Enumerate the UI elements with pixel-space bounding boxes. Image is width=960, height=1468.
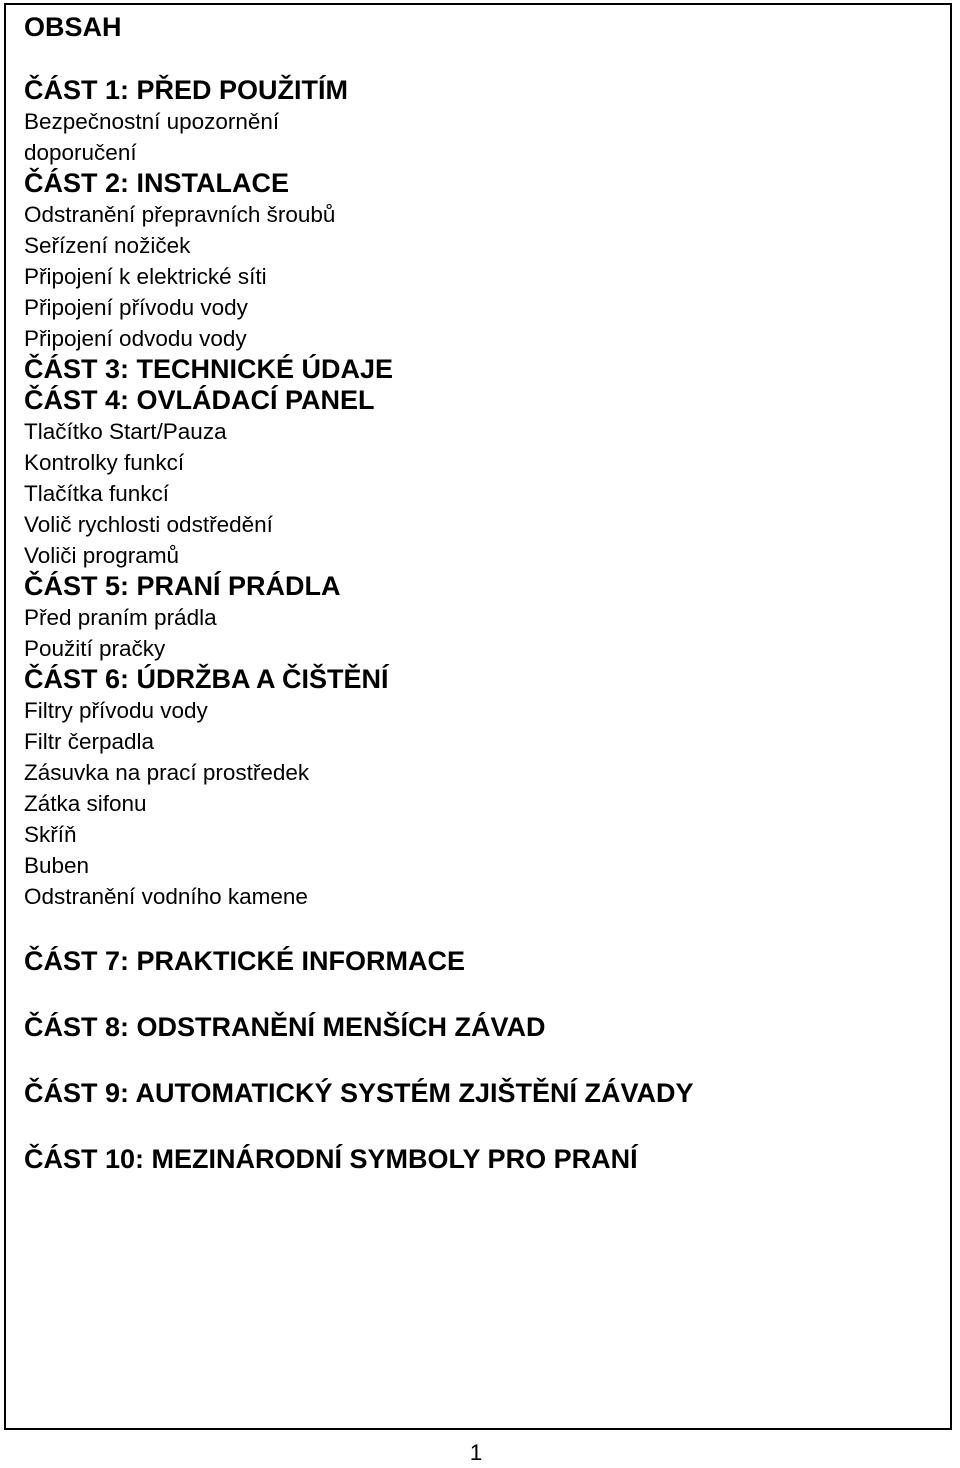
toc-part-heading: ČÁST 9: AUTOMATICKÝ SYSTÉM ZJIŠTĚNÍ ZÁVADY	[24, 1078, 694, 1108]
toc-sub-item: Buben	[24, 853, 90, 878]
toc-sub-item: Filtry přívodu vody	[24, 698, 208, 723]
toc-part-heading: ČÁST 1: PŘED POUŽITÍM	[24, 75, 349, 105]
toc-sub-item: Volič rychlosti odstředění	[24, 512, 273, 537]
toc-sub-item: Odstranění vodního kamene	[24, 884, 308, 909]
toc-sub-item: Bezpečnostní upozornění	[24, 109, 280, 134]
toc-sub-item: doporučení	[24, 140, 137, 165]
toc-part-heading: ČÁST 6: ÚDRŽBA A ČIŠTĚNÍ	[24, 664, 389, 694]
toc-sub-item: Kontrolky funkcí	[24, 450, 185, 475]
page-number: 1	[469, 1440, 483, 1465]
toc-part-heading: ČÁST 4: OVLÁDACÍ PANEL	[24, 385, 375, 415]
toc-title: OBSAH	[24, 12, 122, 42]
toc-sub-item: Před praním prádla	[24, 605, 217, 630]
toc-sub-item: Filtr čerpadla	[24, 729, 155, 754]
toc-sub-item: Zátka sifonu	[24, 791, 147, 816]
toc-list	[24, 75, 944, 1176]
toc-part-heading: ČÁST 10: MEZINÁRODNÍ SYMBOLY PRO PRANÍ	[24, 1144, 638, 1174]
toc-sub-item: Skříň	[24, 822, 77, 847]
toc-sub-item: Tlačítka funkcí	[24, 481, 170, 506]
toc-sub-item: Použití pračky	[24, 636, 166, 661]
toc-part-heading: ČÁST 3: TECHNICKÉ ÚDAJE	[24, 354, 394, 384]
toc-sub-item: Připojení k elektrické síti	[24, 264, 267, 289]
toc-part-heading: ČÁST 7: PRAKTICKÉ INFORMACE	[24, 946, 466, 976]
toc-sub-item: Odstranění přepravních šroubů	[24, 202, 336, 227]
toc-sub-item: Voliči programů	[24, 543, 180, 568]
toc-sub-item: Připojení přívodu vody	[24, 295, 248, 320]
toc-sub-item: Tlačítko Start/Pauza	[24, 419, 227, 444]
table-of-contents	[24, 11, 944, 1176]
toc-sub-item: Seřízení nožiček	[24, 233, 191, 258]
toc-part-heading: ČÁST 5: PRANÍ PRÁDLA	[24, 571, 341, 601]
toc-sub-item: Zásuvka na prací prostředek	[24, 760, 310, 785]
toc-part-heading: ČÁST 2: INSTALACE	[24, 168, 290, 198]
toc-sub-item: Připojení odvodu vody	[24, 326, 247, 351]
toc-part-heading: ČÁST 8: ODSTRANĚNÍ MENŠÍCH ZÁVAD	[24, 1012, 546, 1042]
